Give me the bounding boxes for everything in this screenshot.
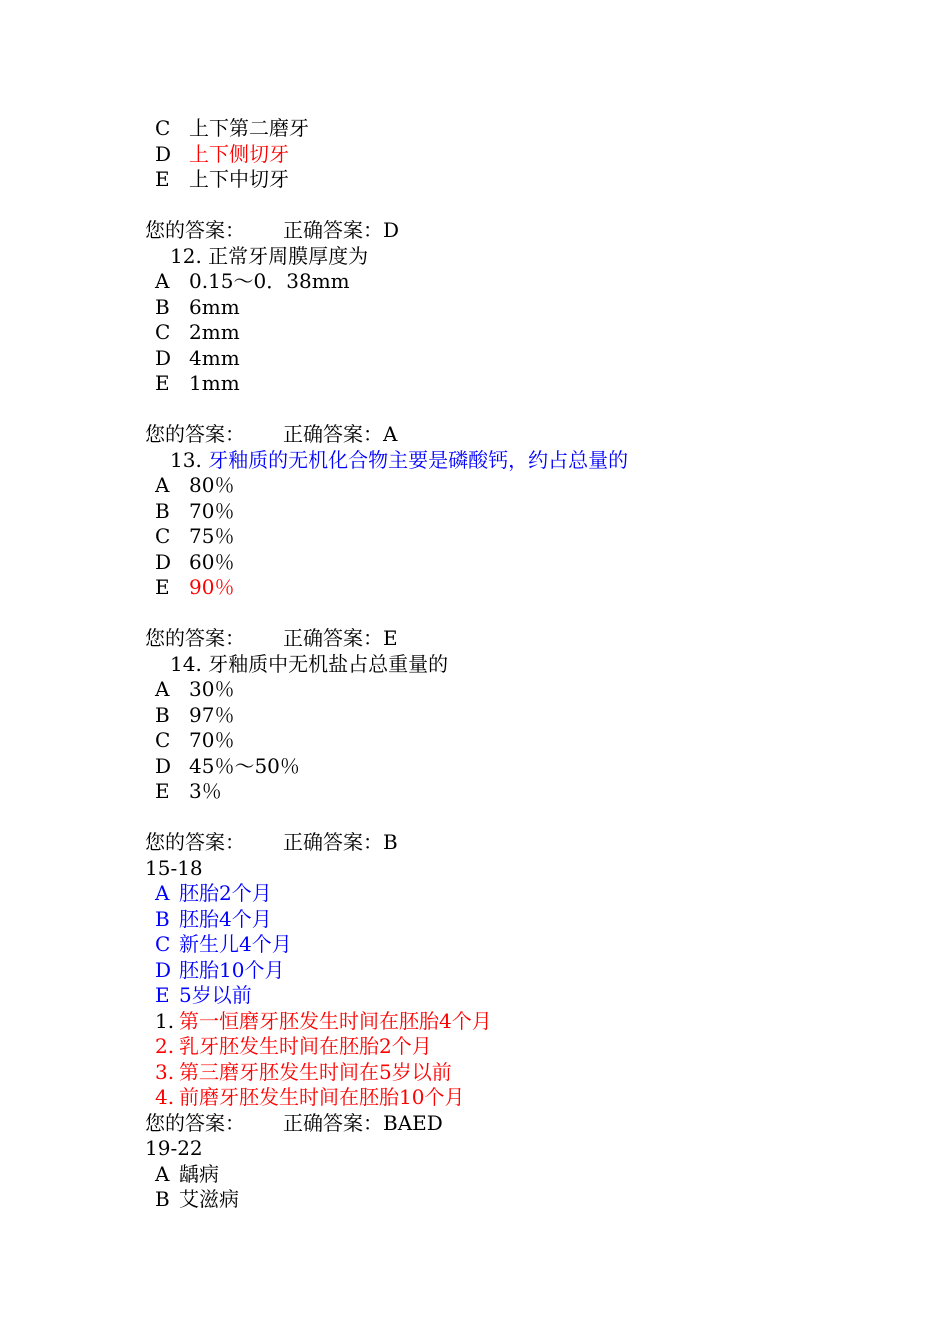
option-text: 75％ — [189, 524, 235, 548]
option-row — [155, 754, 300, 780]
option-letter: C — [155, 320, 171, 344]
option-text: 45％～50％ — [189, 753, 300, 778]
question-text: 正常牙周膜厚度为 — [208, 243, 369, 268]
sub-question-number: 4. — [155, 1085, 175, 1109]
option-row — [155, 703, 234, 729]
option-letter: C — [155, 524, 171, 548]
sub-question — [155, 1060, 452, 1086]
option-letter: D — [155, 141, 172, 166]
question-stem — [170, 448, 628, 474]
option-text: 70％ — [189, 728, 235, 752]
option-row — [155, 167, 289, 193]
sub-question — [155, 1009, 492, 1035]
option-row — [155, 779, 222, 805]
option-text: 4mm — [189, 345, 240, 370]
sub-question-text: 乳牙胚发生时间在胚胎2个月 — [179, 1034, 432, 1058]
option-row — [155, 499, 234, 525]
option-letter: B — [155, 702, 170, 727]
question-range: 19-22 — [145, 1136, 203, 1160]
option-row — [155, 295, 240, 321]
shared-option-row — [155, 881, 272, 907]
option-row — [155, 320, 240, 346]
question-number: 14. — [170, 651, 202, 676]
option-text: 2mm — [189, 320, 240, 344]
your-answer-label: 您的答案： — [145, 626, 245, 650]
shared-option-row — [155, 907, 272, 933]
correct-answer: 正确答案：E — [283, 626, 398, 650]
option-letter: D — [155, 549, 172, 574]
sub-question — [155, 1034, 432, 1060]
shared-option-row — [155, 1162, 219, 1188]
correct-answer: 正确答案：B — [283, 830, 398, 854]
option-text: 97％ — [189, 702, 235, 727]
option-letter: E — [155, 779, 170, 803]
sub-question-text: 前磨牙胚发生时间在胚胎10个月 — [179, 1085, 465, 1109]
correct-answer: 正确答案：D — [283, 218, 400, 242]
option-letter: A — [155, 269, 170, 293]
question-range: 15-18 — [145, 855, 203, 880]
option-text: 新生儿4个月 — [179, 932, 292, 956]
correct-answer: 正确答案：A — [283, 422, 398, 446]
option-letter: A — [155, 881, 170, 905]
option-row — [155, 473, 234, 499]
option-letter: D — [155, 753, 172, 778]
option-letter: B — [155, 294, 170, 319]
shared-option-row — [155, 932, 292, 958]
shared-option-row — [155, 958, 284, 984]
sub-question-text: 第一恒磨牙胚发生时间在胚胎4个月 — [179, 1008, 492, 1033]
sub-question-number: 1. — [155, 1008, 175, 1033]
option-text: 胚胎4个月 — [179, 906, 272, 931]
option-text: 3％ — [189, 779, 222, 803]
option-row — [155, 728, 234, 754]
answer-row — [145, 1111, 443, 1137]
option-text: 60％ — [189, 549, 235, 574]
option-letter: C — [155, 728, 171, 752]
option-row — [155, 524, 234, 550]
option-text: 80％ — [189, 473, 235, 497]
option-letter: A — [155, 677, 170, 701]
option-text: 70％ — [189, 498, 235, 523]
question-stem — [170, 244, 368, 270]
option-letter: C — [155, 932, 171, 956]
option-text: 6mm — [189, 294, 240, 319]
your-answer-label: 您的答案： — [145, 218, 245, 242]
option-letter: A — [155, 1161, 170, 1186]
answer-row — [145, 218, 399, 244]
shared-option-row — [155, 983, 252, 1009]
option-row-correct — [155, 142, 289, 168]
question-text: 牙釉质中无机盐占总重量的 — [208, 651, 449, 676]
your-answer-label: 您的答案： — [145, 830, 245, 854]
option-letter: B — [155, 1187, 170, 1211]
option-letter: E — [155, 983, 170, 1007]
answer-row — [145, 830, 398, 856]
sub-question — [155, 1085, 464, 1111]
answer-row — [145, 422, 397, 448]
your-answer-label: 您的答案： — [145, 1110, 245, 1135]
option-letter: B — [155, 906, 170, 931]
answer-row — [145, 626, 398, 652]
option-letter: E — [155, 371, 170, 395]
option-row — [155, 346, 240, 372]
option-letter: D — [155, 345, 172, 370]
sub-question-number: 3. — [155, 1059, 175, 1084]
question-text-highlighted: 牙釉质的无机化合物主要是磷酸钙，约占总量的 — [208, 447, 629, 472]
option-row — [155, 677, 234, 703]
question-number: 13. — [170, 447, 202, 472]
your-answer-label: 您的答案： — [145, 422, 245, 446]
option-text-correct: 上下侧切牙 — [189, 141, 289, 166]
option-text: 龋病 — [179, 1161, 219, 1186]
option-text: 1mm — [189, 371, 240, 395]
option-letter: C — [155, 116, 171, 140]
option-text: 上下第二磨牙 — [189, 116, 309, 140]
option-text: 0.15～0．38mm — [189, 269, 350, 293]
option-letter: A — [155, 473, 170, 497]
question-number: 12. — [170, 243, 202, 268]
correct-answer: 正确答案：BAED — [283, 1110, 443, 1135]
option-text: 30％ — [189, 677, 235, 701]
option-letter: E — [155, 575, 170, 599]
option-row — [155, 269, 350, 295]
option-letter: E — [155, 167, 170, 191]
sub-question-text: 第三磨牙胚发生时间在5岁以前 — [179, 1059, 452, 1084]
option-row — [155, 550, 234, 576]
option-text: 上下中切牙 — [189, 167, 289, 191]
option-letter: D — [155, 957, 172, 982]
question-stem — [170, 652, 448, 678]
option-text-correct: 90％ — [189, 575, 235, 599]
shared-option-row — [155, 1187, 239, 1213]
option-row — [155, 116, 309, 142]
option-text: 胚胎2个月 — [179, 881, 272, 905]
option-row — [155, 371, 240, 397]
option-row-correct — [155, 575, 234, 601]
option-letter: B — [155, 498, 170, 523]
option-text: 胚胎10个月 — [179, 957, 285, 982]
sub-question-number: 2. — [155, 1034, 175, 1058]
option-text: 艾滋病 — [179, 1187, 239, 1211]
option-text: 5岁以前 — [179, 983, 252, 1007]
